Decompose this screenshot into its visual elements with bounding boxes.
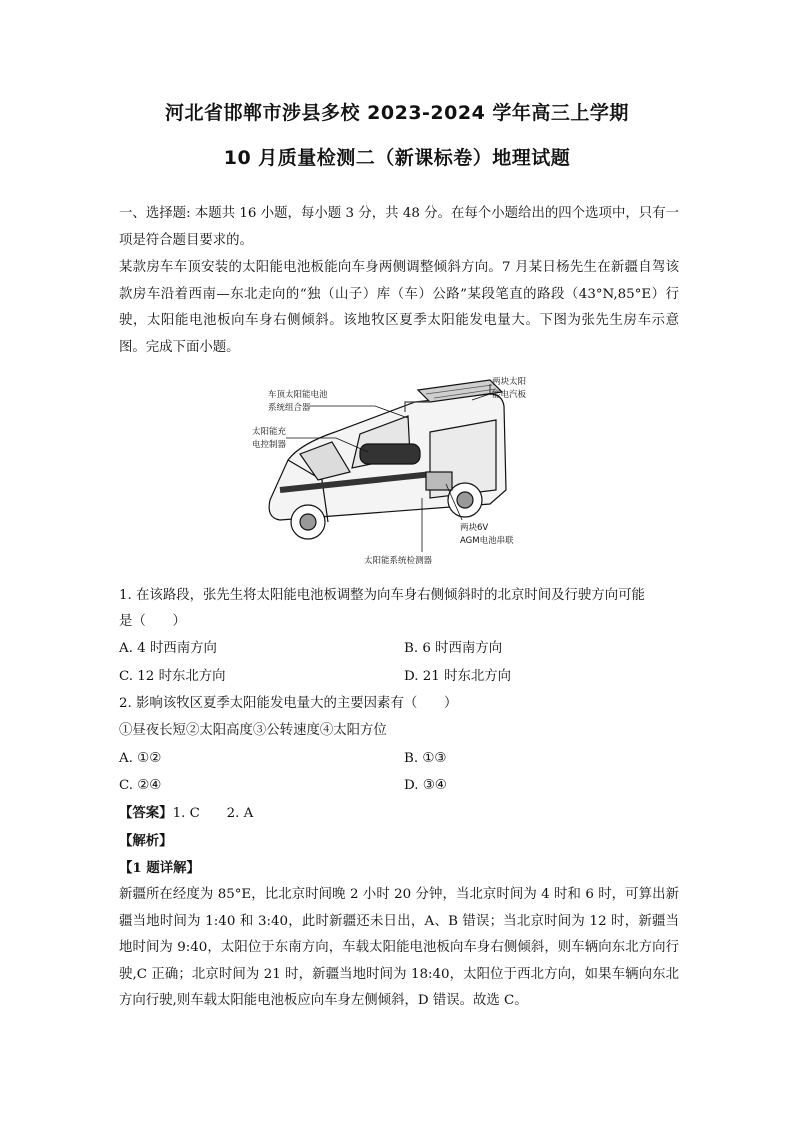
label-controller-line1: 太阳能充 bbox=[252, 427, 287, 437]
label-battery-line2: AGM电池串联 bbox=[460, 536, 514, 546]
question-stem: 某款房车车顶安装的太阳能电池板能向车身两侧调整倾斜方向。7 月某日杨先生在新疆自驾该款房车沿着西南—东北走向的“独（山子）库（车）公路”某段笔直的路段（43°N,85°E）行驶，太阳能电池板向车身右侧倾斜。该地牧区夏季太阳能发电量大。下图为张先生房车示意图。完成下面小题。 bbox=[119, 260, 679, 355]
label-panels-line1: 两块太阳 bbox=[492, 377, 527, 387]
answer-line bbox=[119, 803, 253, 824]
q1-option-b: B. 6 时西南方向 bbox=[404, 641, 503, 656]
q2-option-b: B. ①③ bbox=[404, 751, 447, 766]
q1-option-c: C. 12 时东北方向 bbox=[119, 669, 226, 684]
document-title-line-2: 10 月质量检测二（新课标卷）地理试题 bbox=[223, 147, 571, 169]
detail-text: 新疆所在经度为 85°E，比北京时间晚 2 小时 20 分钟，当北京时间为 4 时和 6 时，可算出新疆当地时间为 1:40 和 3:40，此时新疆还未日出，A、B 错误；当北京时间为 12 时，新疆当地时间为 9:40，太阳位于东南方向，车载太阳能电池板向车身右侧倾斜，则车辆向东北方向行驶,C 正确；北京时间为 21 时，新疆当地时间为 18:40，太阳位于西北方向，如果车辆向东北方向行驶,则车载太阳能电池板应向车身左侧倾斜，D 错误。故选 C。 bbox=[119, 887, 679, 1008]
label-battery-line1: 两块6V bbox=[460, 523, 489, 533]
q2-stem: 2. 影响该牧区夏季太阳能发电量大的主要因素有（ ） bbox=[119, 696, 458, 711]
q1-stem-line1: 1. 在该路段，张先生将太阳能电池板调整为向车身右侧倾斜时的北京时间及行驶方向可能 bbox=[119, 588, 645, 603]
label-controller-line2: 电控制器 bbox=[252, 440, 287, 450]
answer-text: 1. C 2. A bbox=[172, 806, 254, 821]
label-monitor: 太阳能系统检测器 bbox=[364, 556, 433, 566]
q1-stem-line2: 是（ ） bbox=[119, 614, 186, 629]
q2-option-d: D. ③④ bbox=[404, 778, 447, 793]
label-panels-line2: 能电汽板 bbox=[492, 390, 527, 400]
answer-label: 【答案】 bbox=[119, 805, 173, 821]
q2-option-a: A. ①② bbox=[119, 751, 162, 766]
section-intro: 一、选择题: 本题共 16 小题，每小题 3 分，共 48 分。在每个小题给出的四个选项中，只有一项是符合题目要求的。 bbox=[119, 206, 679, 248]
q2-factors: ①昼夜长短②太阳高度③公转速度④太阳方位 bbox=[119, 723, 387, 738]
document-title-line-1: 河北省邯郸市涉县多校 2023-2024 学年高三上学期 bbox=[165, 102, 629, 124]
q2-option-c: C. ②④ bbox=[119, 778, 162, 793]
q1-option-a: A. 4 时西南方向 bbox=[119, 641, 217, 656]
detail-label: 【1 题详解】 bbox=[119, 860, 200, 876]
q1-option-d: D. 21 时东北方向 bbox=[404, 669, 512, 684]
analysis-label: 【解析】 bbox=[119, 833, 173, 849]
label-combiner-line2: 系统组合器 bbox=[268, 403, 311, 413]
label-combiner-line1: 车顶太阳能电池 bbox=[268, 390, 328, 400]
rv-diagram-figure bbox=[240, 372, 560, 572]
